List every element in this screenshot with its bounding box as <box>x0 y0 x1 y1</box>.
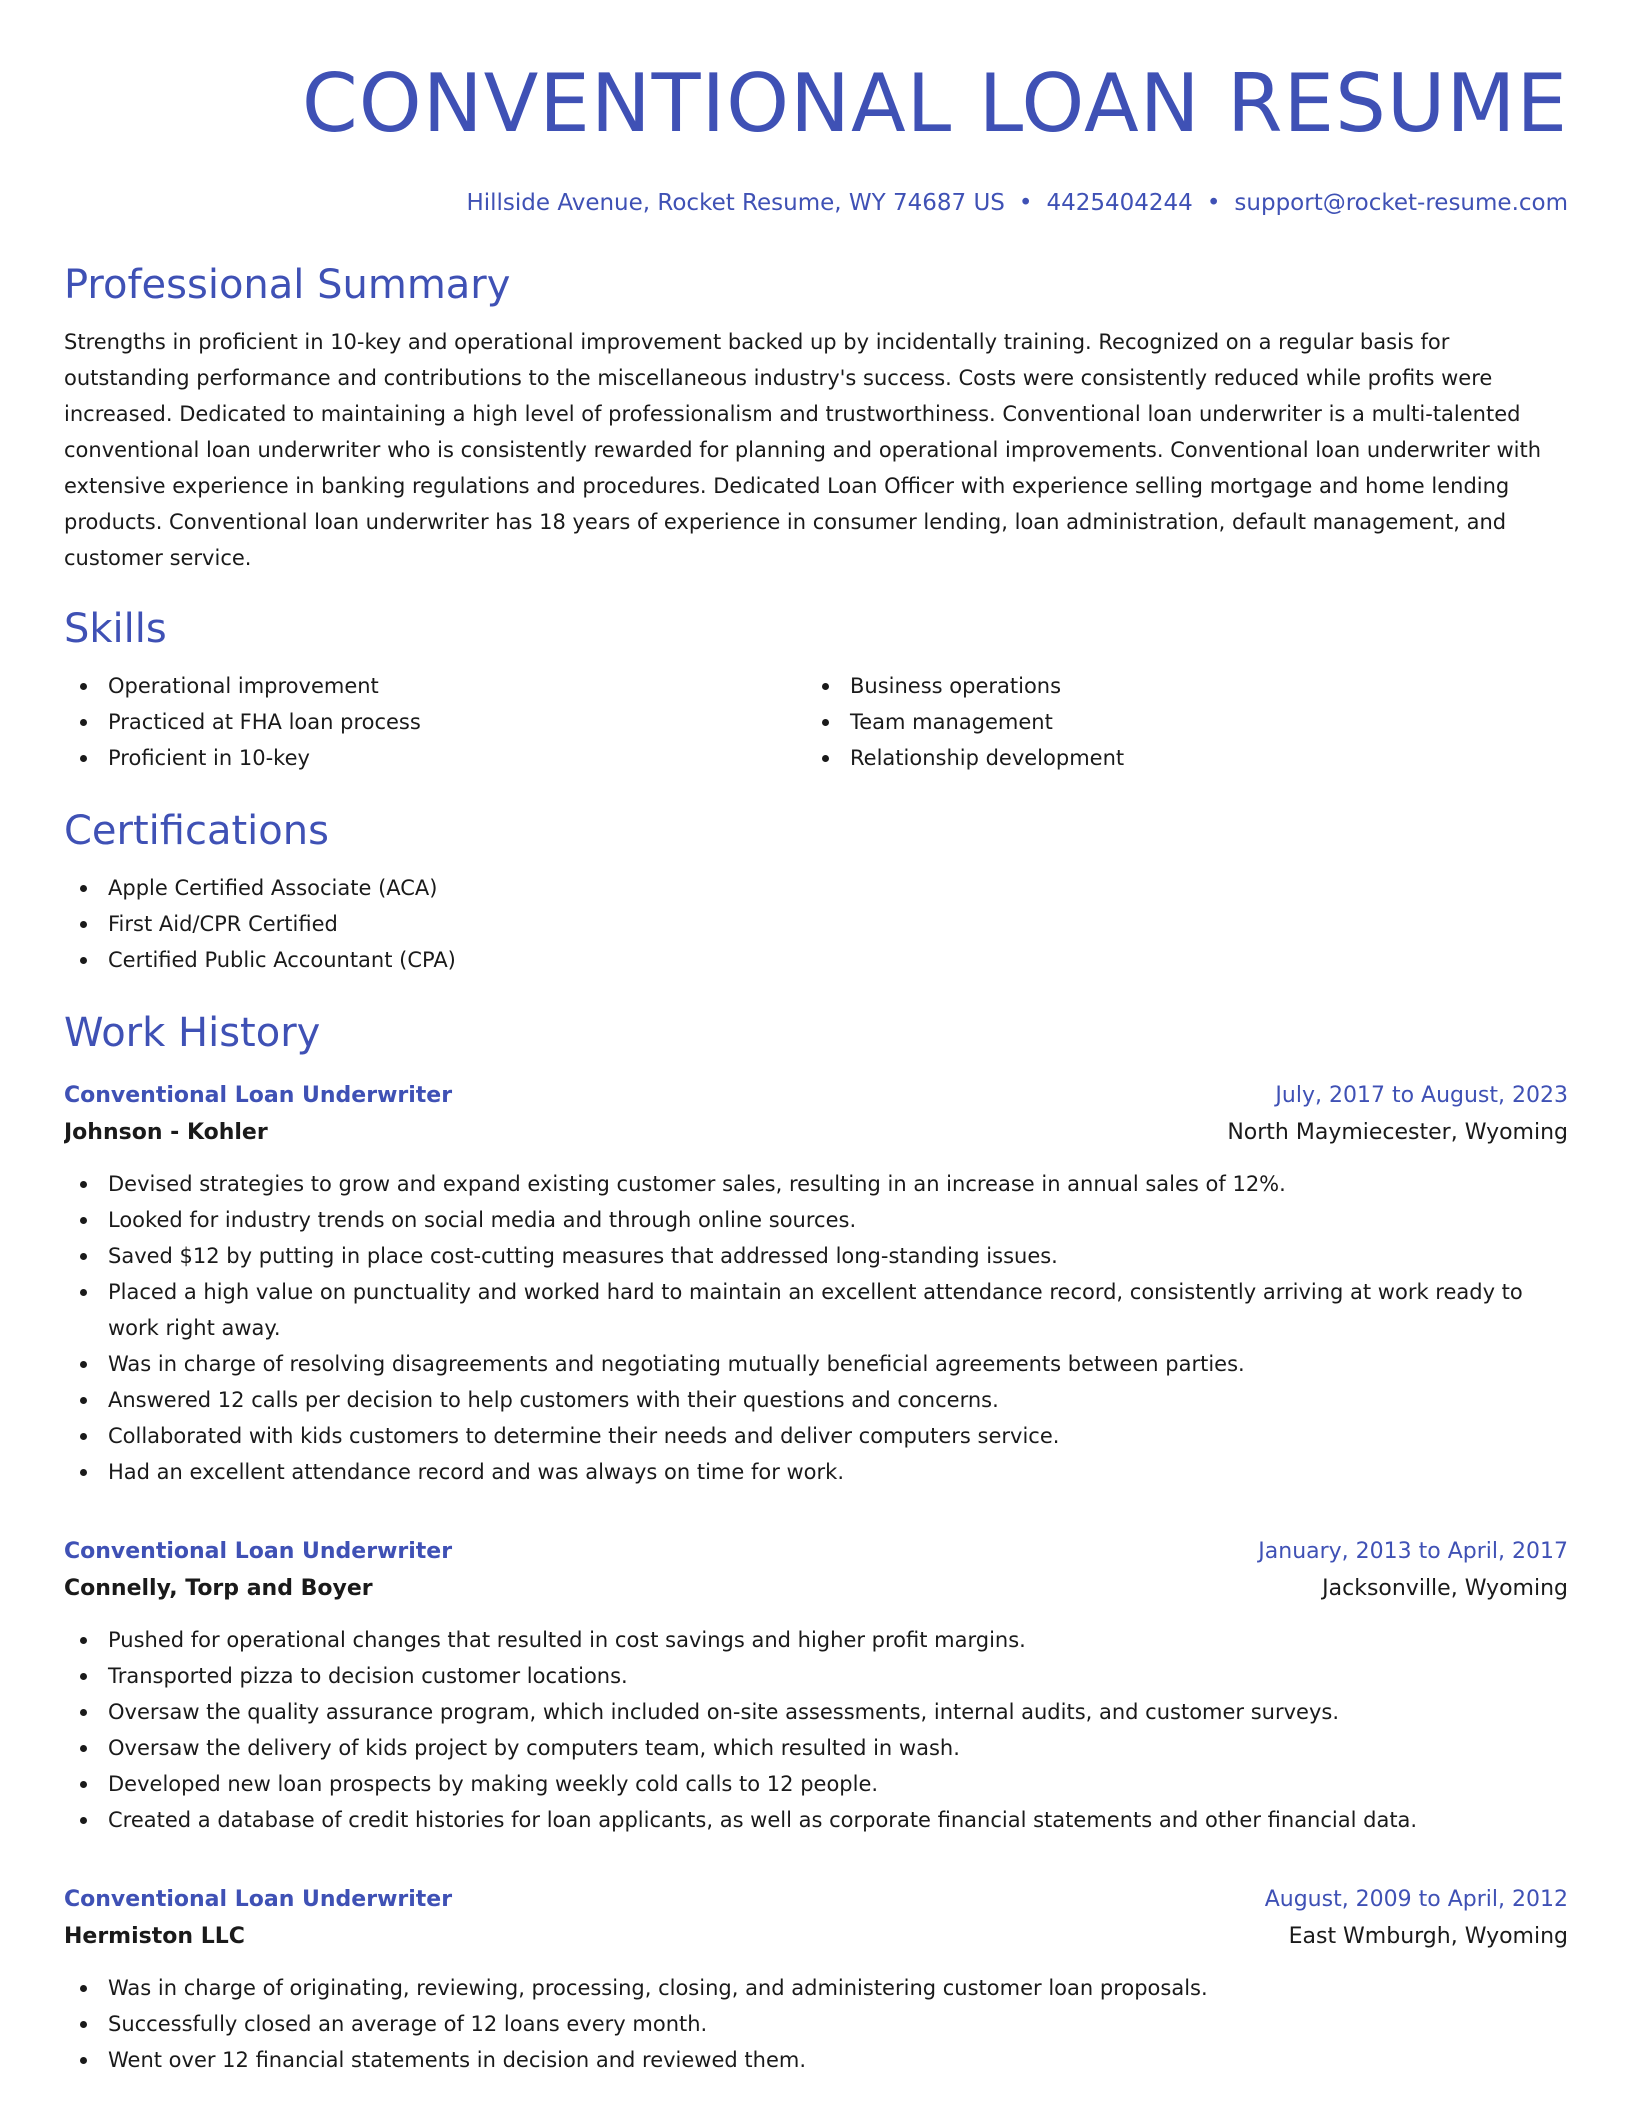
job-entry <box>64 1534 1568 1838</box>
job-header-row <box>64 1534 1568 1570</box>
summary-text: Strengths in proficient in 10-key and operational improvement backed up by incidentally training. Recognized on a regular basis for outstanding performance and contributions to the miscellaneous industry's success. Costs were consistently reduced while profits were increased. Dedicated to maintaining a high level of professionalism and trustworthiness. Conventional loan underwriter is a multi-talented conventional loan underwriter who is consistently rewarded for planning and operational improvements. Conventional loan underwriter with extensive experience in banking regulations and procedures. Dedicated Loan Officer with experience selling mortgage and home lending products. Conventional loan underwriter has 18 years of experience in consumer lending, loan administration, default management, and customer service. <box>64 330 1542 570</box>
certification-item: Apple Certified Associate (ACA) <box>64 870 1568 906</box>
resume-header <box>64 0 1568 218</box>
contact-separator: • <box>1018 190 1033 216</box>
contact-email: support@rocket-resume.com <box>1234 190 1568 216</box>
skills-list <box>64 668 1568 776</box>
resume-page <box>64 0 1568 2112</box>
skills-heading: Skills <box>64 606 167 652</box>
job-entry <box>64 1078 1568 1490</box>
job-bullet: Looked for industry trends on social media and through online sources. <box>64 1202 1568 1238</box>
skill-item: Practiced at FHA loan process <box>64 704 806 740</box>
job-bullet: Devised strategies to grow and expand existing customer sales, resulting in an increase in annual sales of 12%. <box>64 1166 1568 1202</box>
job-bullet: Collaborated with kids customers to determine their needs and deliver computers service. <box>64 1418 1568 1454</box>
job-company-row <box>64 1918 1568 1956</box>
job-location: East Wmburgh, Wyoming <box>1288 1924 1568 1949</box>
work-history-heading: Work History <box>64 1010 321 1056</box>
job-location: North Maymiecester, Wyoming <box>1227 1120 1568 1145</box>
job-bullet: Was in charge of originating, reviewing, processing, closing, and administering customer loan proposals. <box>64 1970 1568 2006</box>
contact-separator: • <box>1206 190 1221 216</box>
job-bullet: Developed new loan prospects by making weekly cold calls to 12 people. <box>64 1766 1568 1802</box>
job-title: Conventional Loan Underwriter <box>64 1887 453 1912</box>
job-header-row <box>64 1882 1568 1918</box>
job-company-row <box>64 1570 1568 1608</box>
job-dates: July, 2017 to August, 2023 <box>1275 1083 1568 1108</box>
job-bullet: Successfully closed an average of 12 loans every month. <box>64 2006 1568 2042</box>
certifications-list <box>64 870 1568 978</box>
job-bullets <box>64 1970 1568 2078</box>
job-company-row <box>64 1114 1568 1152</box>
job-bullet: Oversaw the delivery of kids project by computers team, which resulted in wash. <box>64 1730 1568 1766</box>
job-bullet: Went over 12 financial statements in decision and reviewed them. <box>64 2042 1568 2078</box>
job-bullet: Oversaw the quality assurance program, which included on-site assessments, internal audits, and customer surveys. <box>64 1694 1568 1730</box>
job-dates: August, 2009 to April, 2012 <box>1264 1887 1568 1912</box>
job-bullet: Answered 12 calls per decision to help customers with their questions and concerns. <box>64 1382 1568 1418</box>
skill-item: Team management <box>806 704 1548 740</box>
job-bullet: Pushed for operational changes that resulted in cost savings and higher profit margins. <box>64 1622 1568 1658</box>
job-bullet: Saved $12 by putting in place cost-cutting measures that addressed long-standing issues. <box>64 1238 1568 1274</box>
skill-item: Business operations <box>806 668 1548 704</box>
skill-item: Proficient in 10-key <box>64 740 806 776</box>
contact-line <box>64 188 1568 218</box>
job-title: Conventional Loan Underwriter <box>64 1083 453 1108</box>
skill-item: Operational improvement <box>64 668 806 704</box>
job-company: Johnson - Kohler <box>64 1120 268 1145</box>
job-entry <box>64 1882 1568 2078</box>
job-bullet: Transported pizza to decision customer locations. <box>64 1658 1568 1694</box>
contact-phone: 4425404244 <box>1046 190 1193 216</box>
skills-column-left <box>64 668 806 776</box>
job-bullets <box>64 1166 1568 1490</box>
skill-item: Relationship development <box>806 740 1548 776</box>
job-header-row <box>64 1078 1568 1114</box>
job-bullet: Was in charge of resolving disagreements and negotiating mutually beneficial agreements between parties. <box>64 1346 1568 1382</box>
job-location: Jacksonville, Wyoming <box>1322 1576 1568 1601</box>
job-dates: January, 2013 to April, 2017 <box>1258 1539 1568 1564</box>
job-bullet: Placed a high value on punctuality and worked hard to maintain an excellent attendance record, consistently arriving at work ready to work right away. <box>64 1274 1568 1346</box>
job-bullet: Created a database of credit histories for loan applicants, as well as corporate financial statements and other financial data. <box>64 1802 1568 1838</box>
skills-column-right <box>806 668 1548 776</box>
job-company: Connelly, Torp and Boyer <box>64 1576 373 1601</box>
job-company: Hermiston LLC <box>64 1924 245 1949</box>
job-bullets <box>64 1622 1568 1838</box>
job-title: Conventional Loan Underwriter <box>64 1539 453 1564</box>
certification-item: First Aid/CPR Certified <box>64 906 1568 942</box>
contact-address: Hillside Avenue, Rocket Resume, WY 74687 US <box>466 190 1005 216</box>
certification-item: Certified Public Accountant (CPA) <box>64 942 1568 978</box>
job-bullet: Had an excellent attendance record and was always on time for work. <box>64 1454 1568 1490</box>
resume-name: CONVENTIONAL LOAN RESUME <box>301 57 1568 150</box>
certifications-heading: Certifications <box>64 808 329 854</box>
summary-heading: Professional Summary <box>64 262 511 308</box>
